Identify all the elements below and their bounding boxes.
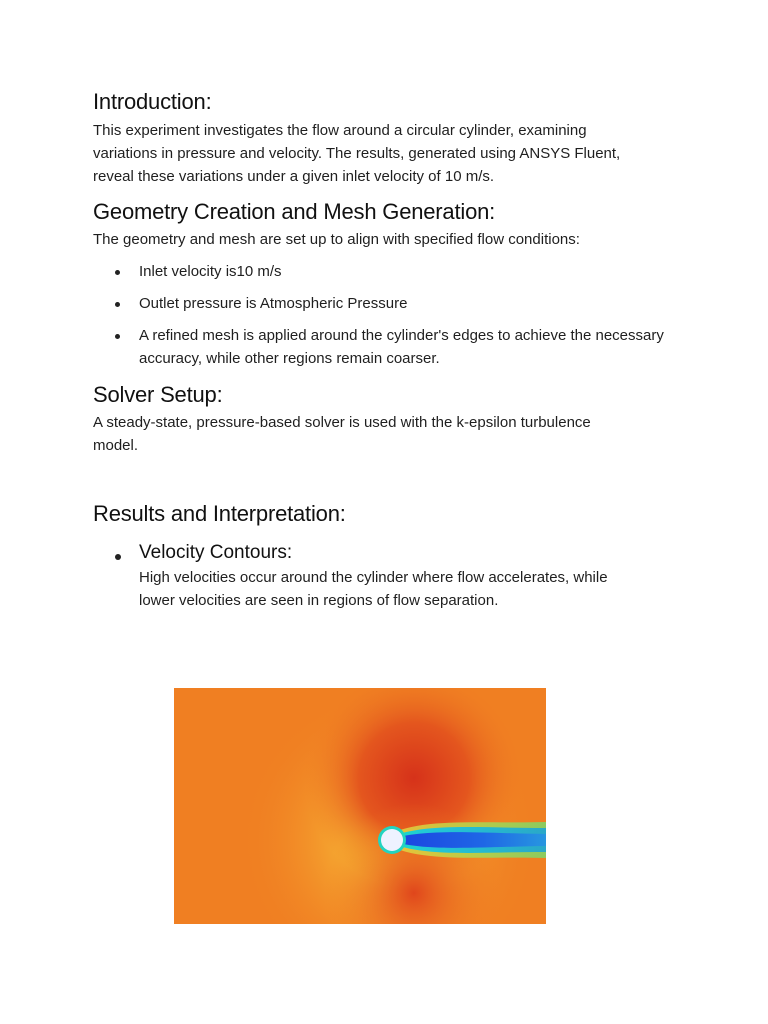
list-item-text: Inlet velocity is10 m/s	[139, 263, 282, 280]
results-heading: Results and Interpretation:	[93, 501, 346, 526]
bullet-icon	[115, 270, 120, 275]
velocity-contour-plot	[174, 688, 546, 924]
solver-paragraph	[93, 411, 673, 457]
bullet-icon	[115, 554, 121, 560]
velocity-contours-line: High velocities occur around the cylinder where flow accelerates, while	[139, 569, 608, 586]
velocity-contour-image	[174, 688, 546, 924]
introduction-line: This experiment investigates the flow around a circular cylinder, examining	[93, 122, 587, 139]
list-item	[115, 260, 675, 283]
introduction-paragraph	[93, 119, 673, 188]
geometry-heading: Geometry Creation and Mesh Generation:	[93, 199, 496, 224]
introduction-line: variations in pressure and velocity. The results, generated using ANSYS Fluent,	[93, 145, 621, 162]
velocity-contours-text	[139, 566, 679, 612]
introduction-heading: Introduction:	[93, 89, 212, 114]
velocity-contours-line: lower velocities are seen in regions of flow separation.	[139, 592, 499, 609]
bullet-icon	[115, 334, 120, 339]
bullet-icon	[115, 302, 120, 307]
list-item	[115, 324, 675, 370]
cylinder-icon	[381, 829, 403, 851]
solver-line: A steady-state, pressure-based solver is used with the k-epsilon turbulence	[93, 414, 591, 431]
velocity-contours-title: Velocity Contours:	[139, 542, 293, 563]
geometry-intro: The geometry and mesh are set up to align with specified flow conditions:	[93, 231, 580, 248]
introduction-line: reveal these variations under a given inlet velocity of 10 m/s.	[93, 168, 495, 185]
geometry-bullet-list	[115, 260, 675, 370]
solver-heading: Solver Setup:	[93, 382, 223, 407]
list-item-text: Outlet pressure is Atmospheric Pressure	[139, 295, 408, 312]
list-item-text: A refined mesh is applied around the cylinder's edges to achieve the necessary accuracy, while other regions remain coarser.	[139, 327, 664, 367]
solver-line: model.	[93, 437, 139, 454]
list-item	[115, 292, 675, 315]
